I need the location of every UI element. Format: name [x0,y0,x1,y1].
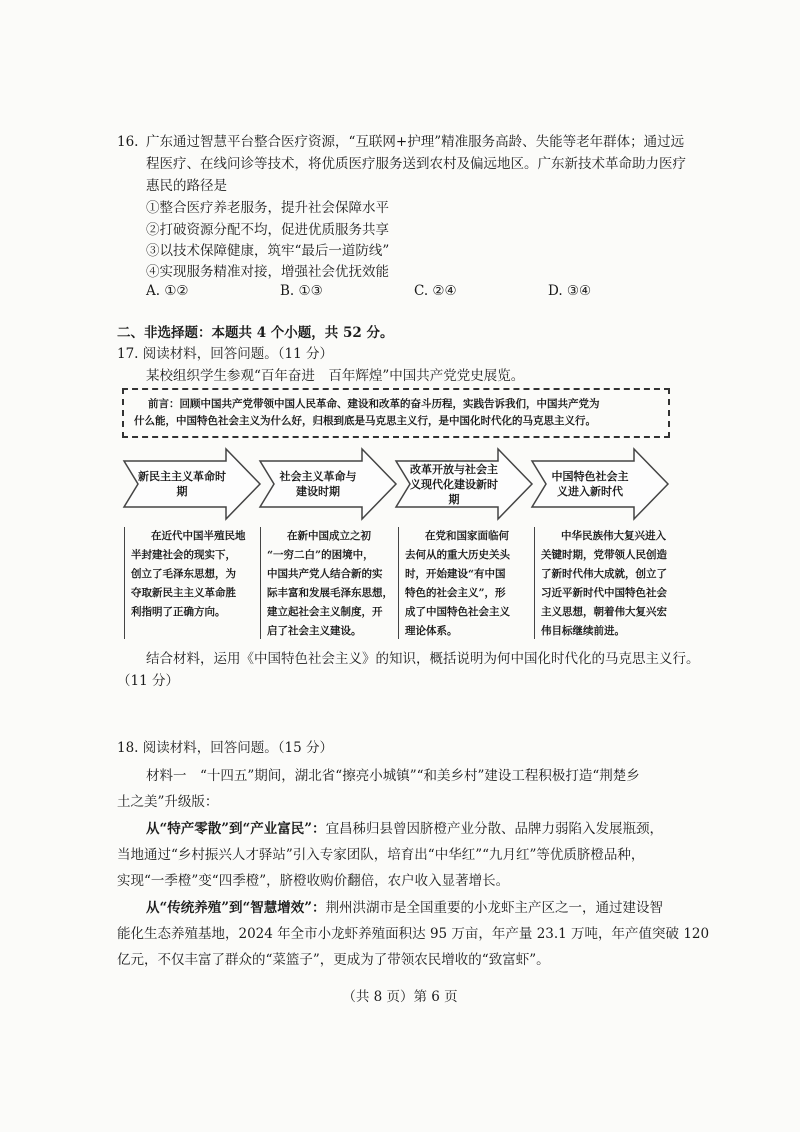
period-desc-1 [124,527,256,639]
period-arrow-4 [530,447,670,521]
q16-option-a: A. ①② [146,283,189,299]
period-desc-2-line: 建立起社会主义制度，开 [267,606,383,618]
period-desc-4-line: 习近平新时代中国特色社会 [541,587,667,599]
q17-score: （11 分） [117,673,179,689]
q18-paragraph-2-line-3: 亿元，不仅丰富了群众的“菜篮子”，更成为了带领农民增收的“致富虾”。 [117,952,550,968]
q16-number: 16. [117,134,139,150]
period-desc-2-line: 启了社会主义建设。 [267,625,362,637]
q18-paragraph-2-line-1 [146,897,663,919]
period-arrow-3 [394,447,534,521]
q18-paragraph-1-line-2: 当地通过“乡村振兴人才驿站”引入专家团队，培育出“中华红”“九月红”等优质脐橙品种， [117,847,645,863]
q18-heading: 18. 阅读材料，回答问题。（15 分） [117,740,333,756]
period-desc-2 [260,527,396,639]
q16-statement-2: ②打破资源分配不均，促进优质服务共享 [146,222,389,238]
q18-paragraph-2-heading: 从“传统养殖”到“智慧增效”： [146,900,326,916]
period-desc-4-line: 了新时代伟大成就，创立了 [541,568,667,580]
period-title-2-text: 社会主义革命与建设时期 [279,470,357,498]
page-footer: （共 8 页）第 6 页 [342,989,458,1005]
q16-stem-line-3: 惠民的路径是 [146,178,227,194]
q16-statement-1: ①整合医疗养老服务，提升社会保障水平 [146,200,389,216]
period-desc-4 [534,527,674,639]
q16-option-c: C. ②④ [414,283,457,299]
period-title-3 [408,447,500,521]
period-title-4 [544,447,636,521]
period-title-2 [272,447,364,521]
period-desc-3-line: 特色的社会主义”，形 [405,587,506,599]
q17-intro: 某校组织学生参观“百年奋进 百年辉煌”中国共产党党史展览。 [146,368,525,384]
period-desc-1-line: 利指明了正确方向。 [131,606,226,618]
period-desc-3-line: 成了中国特色社会主义 [405,606,510,618]
q17-preface-box [122,388,670,438]
period-title-1: 新民主主义革命时期 [138,470,226,498]
q16-option-b: B. ①③ [280,283,323,299]
period-desc-1-line: 夺取新民主主义革命胜 [131,587,236,599]
q17-question: 结合材料，运用《中国特色社会主义》的知识，概括说明为何中国化时代化的马克思主义行。 [146,651,700,667]
period-desc-2-line: “一穷二白”的困境中， [267,549,374,561]
q17-heading: 17. 阅读材料，回答问题。（11 分） [117,346,333,362]
q17-preface-line-1: 前言：回顾中国共产党带领中国人民革命、建设和改革的奋斗历程，实践告诉我们，中国共产党为 [148,398,600,410]
period-desc-3-line: 在党和国家面临何 [425,530,509,542]
period-desc-2-line: 在新中国成立之初 [287,530,371,542]
period-desc-3-line: 理论体系。 [405,625,458,637]
q16-option-d: D. ③④ [548,283,592,299]
section-title: 二、非选择题：本题共 4 个小题，共 52 分。 [117,325,394,341]
period-title-4-text: 中国特色社会主义进入新时代 [551,470,629,498]
period-desc-1-line: 在近代中国半殖民地 [151,530,246,542]
q18-paragraph-1-text: 宜昌秭归县曾因脐橙产业分散、品牌力弱陷入发展瓶颈， [325,821,664,837]
period-arrow-2 [258,447,398,521]
q16-statement-4: ④实现服务精准对接，增强社会优抚效能 [146,264,389,280]
period-desc-1-line: 半封建社会的现实下， [131,549,236,561]
q16-statement-3: ③以技术保障健康，筑牢“最后一道防线” [146,243,390,259]
period-arrow-1 [122,447,262,521]
q18-material-1-line-1: 材料一 “十四五”期间，湖北省“擦亮小城镇”“和美乡村”建设工程积极打造“荆楚乡 [146,768,640,784]
period-desc-4-line: 中华民族伟大复兴进入 [561,530,666,542]
period-desc-1-line: 创立了毛泽东思想，为 [131,568,236,580]
period-desc-3 [398,527,530,639]
q18-paragraph-1-line-1 [146,818,663,840]
q16-stem-line-1: 广东通过智慧平台整合医疗资源，“互联网+护理”精准服务高龄、失能等老年群体；通过远 [146,134,685,150]
q16-stem-line-2: 程医疗、在线问诊等技术，将优质医疗服务送到农村及偏远地区。广东新技术革命助力医疗 [146,156,686,172]
period-desc-4-line: 主义思想，朝着伟大复兴宏 [541,606,667,618]
q18-paragraph-1-line-3: 实现“一季橙”变“四季橙”，脐橙收购价翻倍，农户收入显著增长。 [117,873,510,889]
q18-material-1-line-2: 土之美”升级版： [117,794,219,810]
period-desc-2-line: 际丰富和发展毛泽东思想， [267,587,393,599]
period-desc-4-line: 伟目标继续前进。 [541,625,625,637]
period-desc-3-line: 时，开始建设“有中国 [405,568,506,580]
q18-paragraph-2-line-2: 能化生态养殖基地，2024 年全市小龙虾养殖面积达 95 万亩，年产量 23.1 万吨，年产值突破 120 [117,926,710,942]
q18-paragraph-2-text: 荆州洪湖市是全国重要的小龙虾主产区之一，通过建设智 [325,900,664,916]
q18-paragraph-1-heading: 从“特产零散”到“产业富民”： [146,821,326,837]
period-desc-4-line: 关键时期，党带领人民创造 [541,549,667,561]
period-desc-2-line: 中国共产党人结合新的实 [267,568,383,580]
q17-preface-line-2: 什么能，中国特色社会主义为什么好，归根到底是马克思主义行，是中国化时代化的马克思主义行。 [134,415,596,427]
period-title-3-text: 改革开放与社会主义现代化建设新时期 [410,462,498,506]
period-desc-3-line: 去何从的重大历史关头 [405,549,510,561]
